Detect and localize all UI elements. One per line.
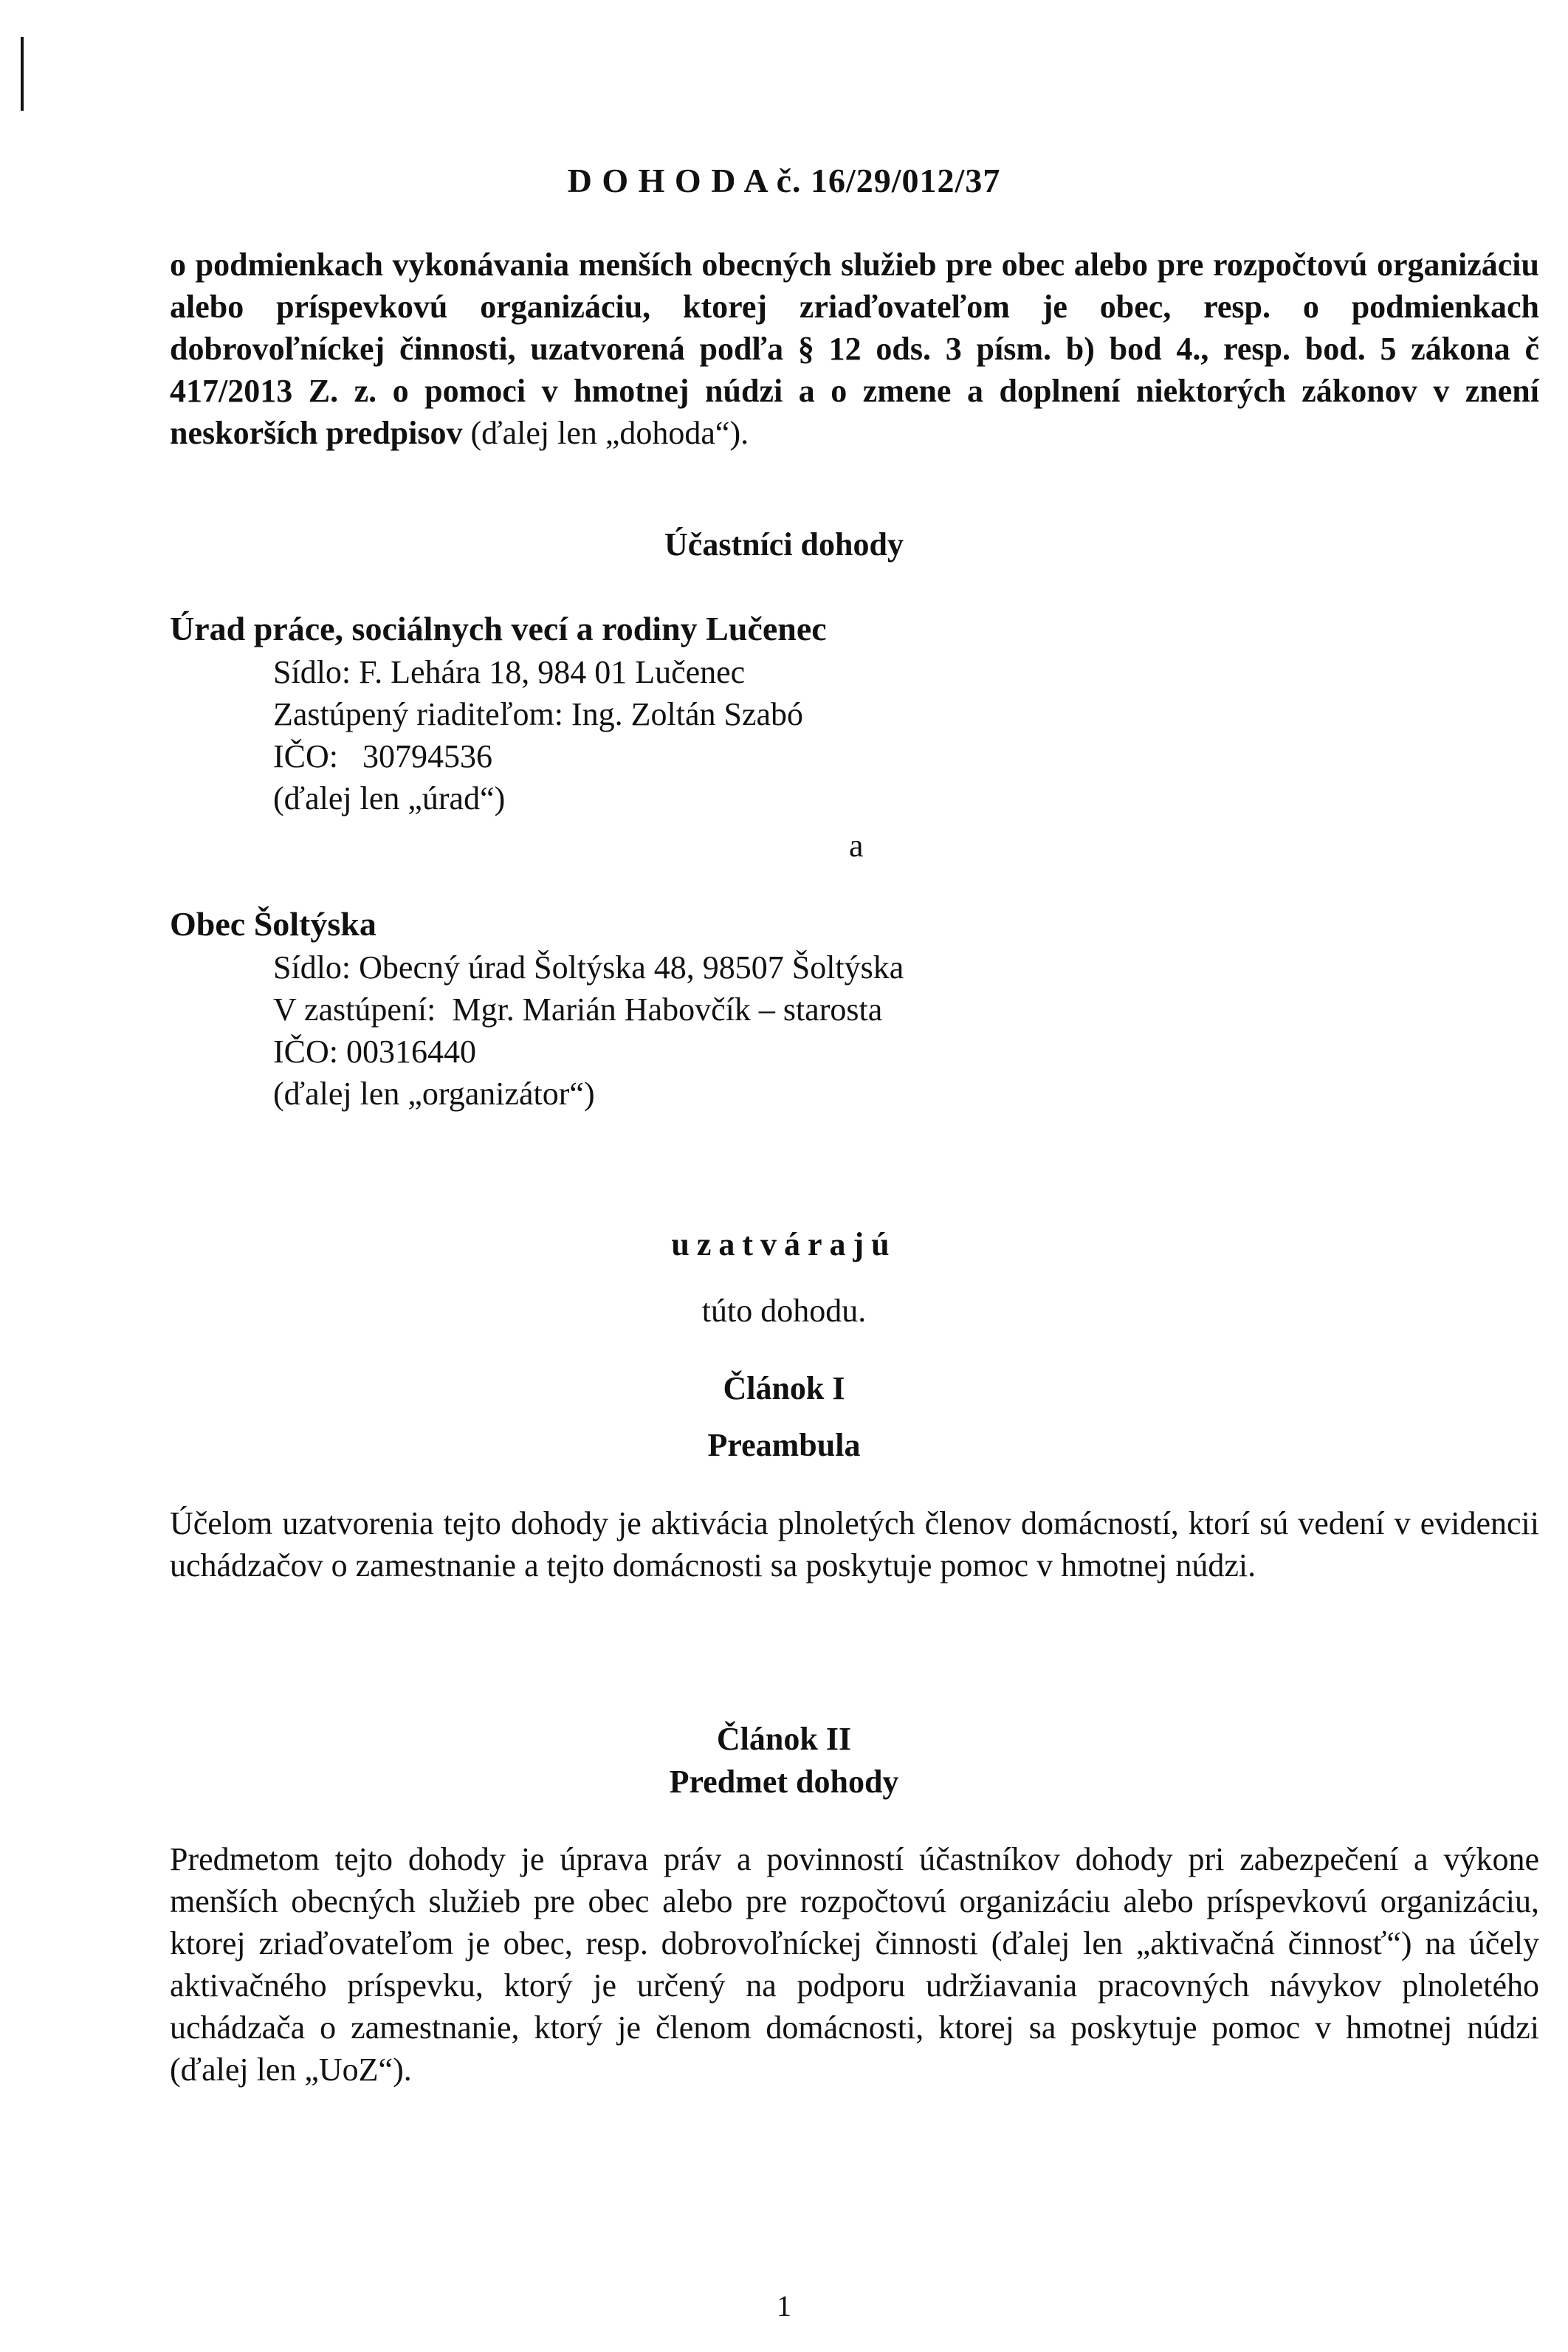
participants-heading: Účastníci dohody — [664, 526, 904, 563]
article2-heading: Predmet dohody — [669, 1764, 899, 1800]
party1-name: Úrad práce, sociálnych vecí a rodiny Lučenec — [170, 610, 827, 647]
agreement-intro — [170, 244, 1539, 454]
intro-plain-text: (ďalej len „dohoda“). — [462, 415, 749, 451]
article2-number: Článok II — [716, 1721, 852, 1757]
party2-details — [273, 946, 904, 1115]
party2-ico: IČO: 00316440 — [273, 1034, 476, 1070]
page-number: 1 — [777, 2289, 791, 2322]
party2-alias: (ďalej len „organizátor“) — [273, 1076, 595, 1112]
party2-name: Obec Šoltýska — [170, 905, 376, 943]
document-title: D O H O D A č. 16/29/012/37 — [567, 162, 1001, 199]
party1-ico: IČO: 30794536 — [273, 738, 492, 774]
party1-representative: Zastúpený riaditeľom: Ing. Zoltán Szabó — [273, 696, 804, 732]
conclude-word: uzatvárajú — [671, 1226, 897, 1262]
article1-heading: Preambula — [707, 1427, 861, 1463]
article1-number: Článok I — [723, 1370, 845, 1406]
article1-text: Účelom uzatvorenia tejto dohody je aktivácia plnoletých členov domácností, ktorí sú vedení v evidencii uchádzačov o zamestnanie a tejto domácnosti sa poskytuje pomoc v hmotnej núdzi. — [170, 1505, 1539, 1584]
party2-address: Sídlo: Obecný úrad Šoltýska 48, 98507 Šoltýska — [273, 949, 904, 986]
party1-details — [273, 651, 803, 819]
intro-bold-text: o podmienkach vykonávania menších obecných služieb pre obec alebo pre rozpočtovú organizáciu alebo príspevkovú organizáciu, ktorej zriaďovateľom je obec, resp. o podmienkach dobrovoľníckej činnosti, uzatvorená podľa § 12 ods. 3 písm. b) bod 4., resp. bod. 5 zákona č 417/2013 Z. z. o pomoci v hmotnej núdzi a o zmene a doplnení niektorých zákonov v znení neskorších predpisov — [170, 247, 1539, 451]
party2-representative: V zastúpení: Mgr. Marián Habovčík – starosta — [273, 991, 883, 1028]
party1-address: Sídlo: F. Lehára 18, 984 01 Lučenec — [273, 654, 746, 690]
this-agreement-text: túto dohodu. — [701, 1293, 867, 1329]
party1-alias: (ďalej len „úrad“) — [273, 780, 506, 816]
conjunction-a: a — [849, 828, 864, 864]
article2-text: Predmetom tejto dohody je úprava práv a povinností účastníkov dohody pri zabezpečení a výkone menších obecných služieb pre obec alebo pre rozpočtovú organizáciu alebo príspevkovú organizáciu, ktorej zriaďovateľom je obec, resp. dobrovoľníckej činnosti (ďalej len „aktivačná činnosť“) na účely aktivačného príspevku, ktorý je určený na podporu udržiavania pracovných návykov plnoletého uchádzača o zamestnanie, ktorý je členom domácnosti, ktorej sa poskytuje pomoc v hmotnej núdzi (ďalej len „UoZ“). — [170, 1841, 1539, 2088]
